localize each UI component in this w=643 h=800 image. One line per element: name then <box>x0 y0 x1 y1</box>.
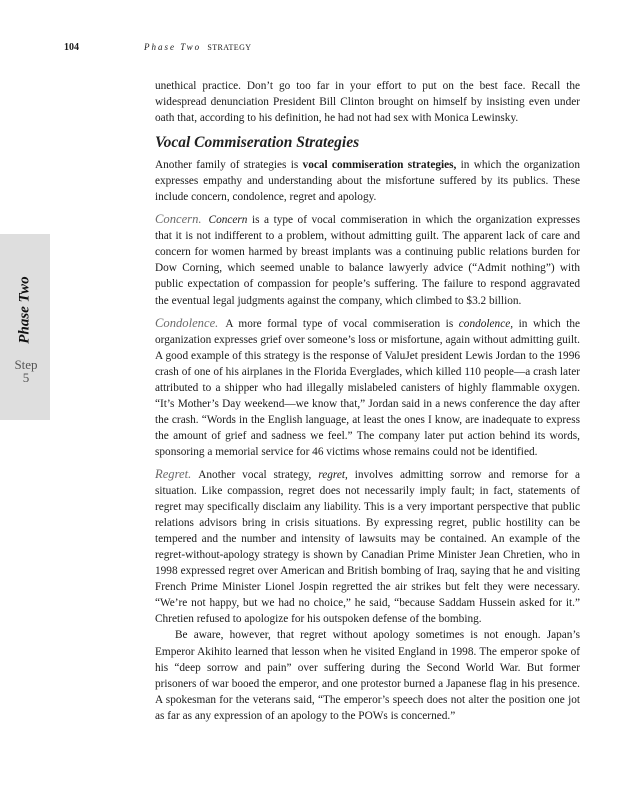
section-intro-term: vocal commiseration strategies, <box>302 159 457 172</box>
condolence-after: in which the organization expresses grief over someone’s loss or misfortune, again without admitting guilt. A good example of this strategy is the response of ValuJet president Lewis Jordan to the 1996 crash of one of his airplanes in the Florida Everglades, which killed 110 people—a crash later attributed to a shipper who had illegally mislabeled canisters of highly flammable oxygen. “It’s Mother’s Day weekend—we know that,” Jordan said in a news conference the day after the crash. “Words in the English language, at least the ones I know, are inadequate to express the amount of grief and sadness we feel.” The company later put action behind its words, sponsoring a memorial service for 46 victims whose remains could not be identified. <box>155 317 580 458</box>
running-head <box>144 42 251 52</box>
side-tab-phase: Phase Two <box>16 276 33 344</box>
section-title: Vocal Commiseration Strategies <box>155 134 360 152</box>
regret-paragraph <box>155 466 580 627</box>
side-tab-step-number: 5 <box>22 370 30 385</box>
concern-heading: Concern. <box>155 212 202 227</box>
section-intro-before: Another family of strategies is <box>155 159 303 172</box>
side-tab-step-label: Step <box>14 357 38 372</box>
intro-paragraph: unethical practice. Don’t go too far in your effort to put on the best face. Recall the widespread denunciation President Bill Clinton brought on himself by insisting even under oath that, according to his definition, he had not had sex with Monica Lewinsky. <box>155 80 580 125</box>
main-text <box>155 78 580 724</box>
side-tab-step <box>4 358 48 384</box>
condolence-heading: Condolence. <box>155 315 219 330</box>
condolence-before: A more formal type of vocal commiseration is <box>225 317 459 330</box>
closing-paragraph: Be aware, however, that regret without apology sometimes is not enough. Japan’s Emperor Akihito learned that lesson when he visited England in 1998. The emperor spoke of his “deep sorrow and pain” over suffering during the Second World War. But former prisoners of war booed the emperor, and one protestor burned a Japanese flag in his presence. A spokesman for the veterans said, “The emperor’s speech does not alter the position one jot as far as any expression of an apology to the POWs is concerned.” <box>155 629 580 722</box>
regret-term: regret, <box>318 468 348 481</box>
regret-before: Another vocal strategy, <box>198 468 319 481</box>
concern-term: Concern <box>208 214 248 227</box>
section-intro-paragraph <box>155 157 580 205</box>
concern-text: is a type of vocal commiseration in which the organization expresses that it is not indifferent to a problem, without admitting guilt. The apparent lack of care and concern for women harmed by breast implants was a continuing public relations burden for Dow Corning, which seemed unable to balance lawyerly advice (“Admit nothing”) with public expectation of compassion for people’s suffering. The failure to respond aggravated the eventual legal judgments against the company, which climbed to $3.2 billion. <box>155 214 580 307</box>
running-head-strategy: STRATEGY <box>207 43 252 52</box>
regret-after: involves admitting sorrow and remorse for a situation. Like compassion, regret does not necessarily imply fault; in fact, statements of regret may specifically disclaim any liability. This is a very important perspective that public relations advisors bring in crisis situations. By expressing regret, public hostility can be tempered and the number and intensity of lawsuits may be contained. An example of the regret-without-apology strategy is shown by Canadian Prime Minister Jean Chretien, who in 1998 expressed regret over American and British bombing of Iraq, saying that he and visiting French Prime Minister Lionel Jospin regretted the air strikes but felt they were necessary. “We’re not happy, but we had no choice,” he said, “because Saddam Hussein asked for it.” Chretien refused to apologize for his outspoken defense of the bombing. <box>155 468 580 626</box>
condolence-term: condolence, <box>458 317 514 330</box>
concern-paragraph <box>155 211 580 308</box>
section-intro-after: in which the organization expresses empathy and understanding about the misfortune suffered by its publics. These include concern, condolence, regret and apology. <box>155 159 580 204</box>
condolence-paragraph <box>155 315 580 460</box>
running-head-phase: Phase Two <box>144 42 202 52</box>
regret-heading: Regret. <box>155 466 192 481</box>
page-number: 104 <box>64 42 79 53</box>
